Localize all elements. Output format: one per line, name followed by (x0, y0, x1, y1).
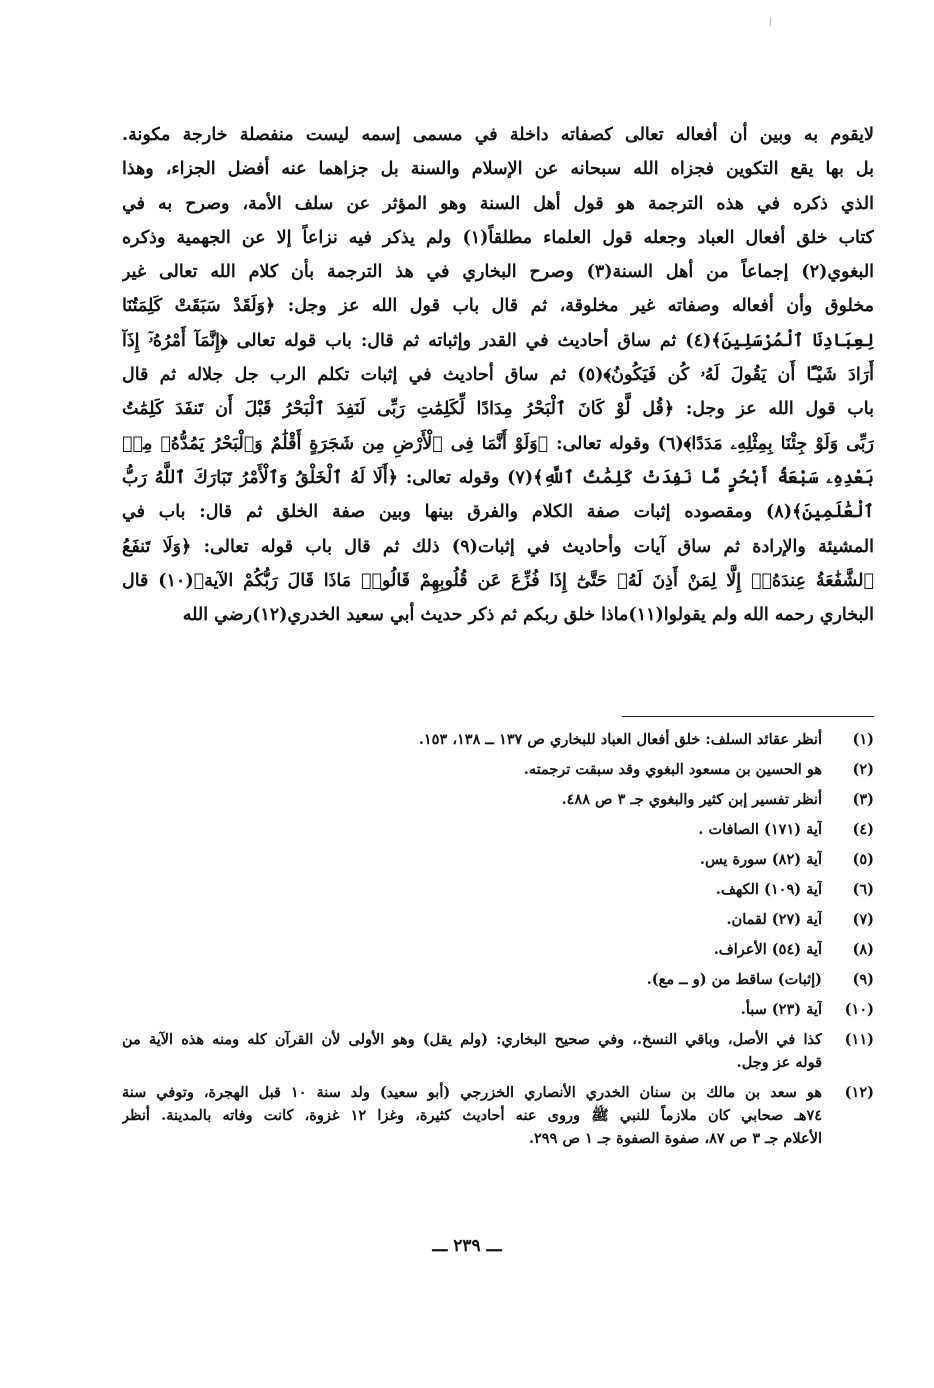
footnote-number: (٤) (852, 821, 874, 838)
footnote-separator (622, 716, 874, 717)
footnote-line: (إثبات) ساقط من (و ــ مع). (646, 971, 822, 988)
footnote-line: أنظر تفسير إبن كثير والبغوي جـ ٣ ص ٤٨٨. (561, 791, 822, 808)
footnote-text (122, 1028, 822, 1074)
footnote (122, 968, 874, 991)
footnote-line: أنظر عقائد السلف: خلق أفعال العباد للبخاري ص ١٣٧ ــ ١٣٨، ١٥٣. (418, 731, 822, 748)
text-line: بل بها يقع التكوين فجزاه الله سبحانه عن الإسلام والسنة بل جزاهما عنه أفضل الجزاء، وهذا (122, 159, 874, 180)
footnote-line: آية (٨٢) سورة يس. (699, 851, 822, 868)
footnote (122, 938, 874, 961)
text-line: البغوي(٢) إجماعاً من أهل السنة(٣) وصرح البخاري في هذ الترجمة بأن كلام الله تعالى غير (122, 262, 874, 283)
footnote-number: (٦) (852, 881, 874, 898)
footnote-number: (١٠) (844, 1001, 874, 1018)
footnote-number: (٣) (852, 791, 874, 808)
footnote (122, 818, 874, 841)
footnote (122, 848, 874, 871)
footnote (122, 878, 874, 901)
footnote (122, 1028, 874, 1074)
text-line: كتاب خلق أفعال العباد وجعله قول العلماء مطلقاً(١) ولم يذكر فيه نزاعاً إلا عن الجهمية وذكره (122, 227, 874, 248)
footnote-line: آية (٥٤) الأعراف. (713, 941, 822, 958)
footnote-text (122, 1081, 822, 1150)
text-line: الذي ذكره في هذه الترجمة هو قول أهل السنة وهو المؤثر عن سلف الأمة، وصرح به في (122, 193, 874, 214)
footnote-text (122, 998, 822, 1021)
footnote-number: (١١) (844, 1031, 874, 1048)
footnote-line: هو الحسين بن مسعود البغوي وقد سبقت ترجمته. (523, 761, 822, 778)
footnote-line: آية (٢٧) لقمان. (726, 911, 822, 928)
scan-mark (770, 18, 771, 26)
footnote-number: (١٢) (844, 1084, 874, 1101)
main-text (122, 118, 874, 632)
footnote-text (122, 788, 822, 811)
text-line: مخلوق وأن أفعاله وصفاته غير مخلوقة، ثم قال باب قول الله عز وجل: ﴿وَلَقَدْ سَبَقَتْ كَلِمَتُنَا (122, 296, 874, 317)
footnote-number: (٥) (852, 851, 874, 868)
footnote-text (122, 728, 822, 751)
footnote-line: آية (١٠٩) الكهف. (715, 881, 822, 898)
text-line: بَعْدِهِۦ سَبْعَةُ أَبْحُرٍ مَّا نَفِدَتْ كَلِمَٰتُ ٱللَّهِ﴾(٧) وقوله تعالى: ﴿أَلَا لَهُ ٱلْخَلْقُ وَٱلْأَمْرُ تَبَارَكَ ٱللَّهُ رَبُّ (122, 467, 874, 488)
footnote-line: هو سعد بن مالك بن سنان الخدري الأنصاري الخزرجي (أبو سعيد) ولد سنة ١٠ قبل الهجرة، وتوفي سنة (122, 1084, 822, 1101)
footnote (122, 1081, 874, 1150)
footnote-line: ٧٤هـ صحابي كان ملازماً للنبي ﷺ وروى عنه أحاديث كثيرة، وغزا ١٢ غزوة، كانت وفاته بالمدينة. أنظر (122, 1107, 822, 1124)
text-line: ٱلشَّفَٰعَةُ عِندَهُۥٓ إِلَّا لِمَنْ أَذِنَ لَهُۥ حَتَّىٰٓ إِذَا فُزِّعَ عَن قُلُوبِهِمْ قَالُوا۟ مَاذَا قَالَ رَبُّكُمْ الآية﴾(١٠) قال (122, 570, 874, 591)
footnote-number: (٩) (852, 971, 874, 988)
text-line: البخاري رحمه الله ولم يقولوا(١١)ماذا خلق ربكم ثم ذكر حديث أبي سعيد الخدري(١٢)رضي الله (182, 605, 874, 626)
footnote-line: كذا في الأصل، وباقي النسخ.، وفي صحيح البخاري: (ولم يقل) وهو الأولى لأن القرآن كله ومنه هذه الآية من (122, 1031, 822, 1048)
footnote-text (122, 938, 822, 961)
footnote-line: آية (٢٣) سبأ. (740, 1001, 822, 1018)
footnote-number: (١) (852, 731, 874, 748)
text-line: رَبِّى وَلَوْ جِئْنَا بِمِثْلِهِۦ مَدَدًا﴾(٦) وقوله تعالى: ﴿وَلَوْ أَنَّمَا فِى ٱلْأَرْضِ مِن شَجَرَةٍ أَقْلَٰمٌ وَٱلْبَحْرُ يَمُدُّهُۥ مِنۢ (122, 433, 874, 454)
footnote-text (122, 818, 822, 841)
footnote-line: قوله عز وجل. (736, 1054, 822, 1071)
text-line: ٱلْعَٰلَمِينَ﴾(٨) ومقصوده إثبات صفة الكلام والفرق بينها وبين صفة الخلق ثم قال: باب في (122, 502, 874, 523)
footnote-number: (٨) (852, 941, 874, 958)
footnote (122, 908, 874, 931)
text-line: لِعِبَادِنَا ٱلْمُرْسَلِينَ﴾(٤) ثم ساق أحاديث في القدر وإثباته ثم قال: باب قوله تعالى ﴿إِنَّمَآ أَمْرُهُۥٓ إِذَآ (122, 330, 874, 351)
page-number: ـــ ٢٣٩ ـــ (432, 1236, 502, 1256)
footnote (122, 788, 874, 811)
footnote-text (122, 908, 822, 931)
footnote-text (122, 968, 822, 991)
footnote-line: الأعلام جـ ٣ ص ٨٧، صفوة الصفوة جـ ١ ص ٢٩٩. (528, 1130, 822, 1147)
text-line: المشيئة والإرادة ثم ساق آيات وأحاديث في إثبات(٩) ذلك ثم قال باب قوله تعالى: ﴿وَلَا تَنفَعُ (122, 536, 874, 557)
footnote (122, 728, 874, 751)
footnote-number: (٢) (852, 761, 874, 778)
text-line: أَرَادَ شَيْـًٔا أَن يَقُولَ لَهُۥ كُن فَيَكُونُ﴾(٥) ثم ساق أحاديث في إثبات تكلم الرب جل جلاله ثم قال (122, 365, 874, 386)
footnote-text (122, 848, 822, 871)
footnote (122, 758, 874, 781)
footnote-line: آية (١٧١) الصافات . (698, 821, 822, 838)
footnote-number: (٧) (852, 911, 874, 928)
footnote-text (122, 758, 822, 781)
footnote-text (122, 878, 822, 901)
footnotes (122, 728, 874, 1157)
text-line: لايقوم به وبين أن أفعاله تعالى كصفاته داخلة في مسمى إسمه ليست منفصلة خارجة مكونة. (122, 125, 874, 145)
text-line: باب قول الله عز وجل: ﴿قُل لَّوْ كَانَ ٱلْبَحْرُ مِدَادًا لِّكَلِمَٰتِ رَبِّى لَنَفِدَ ٱلْبَحْرُ قَبْلَ أَن تَنفَدَ كَلِمَٰتُ (122, 399, 874, 420)
footnote (122, 998, 874, 1021)
